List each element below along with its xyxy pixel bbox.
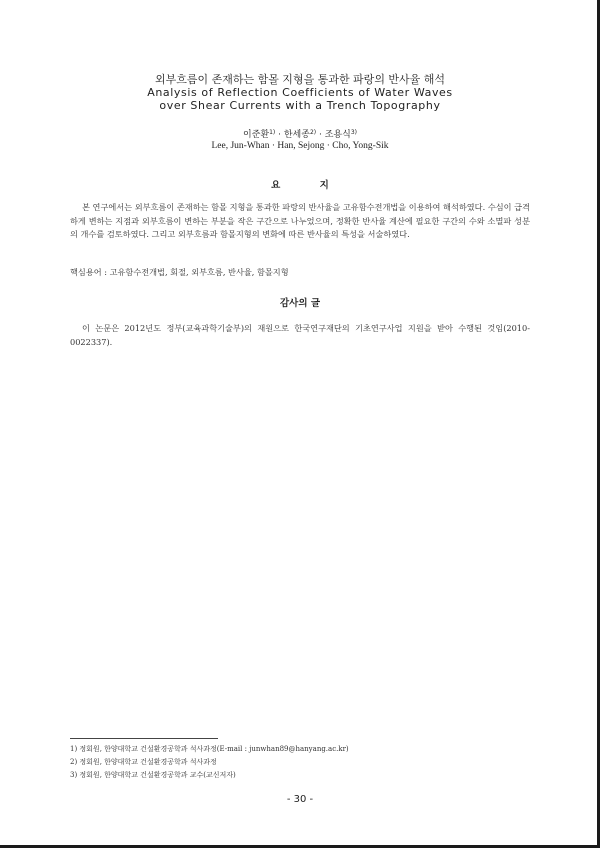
title-korean: 외부흐름이 존재하는 함몰 지형을 통과한 파랑의 반사율 해석 [154, 73, 446, 86]
title-english-line2: over Shear Currents with a Trench Topography [159, 99, 441, 112]
authors-korean [0, 127, 600, 141]
title-english-line1: Analysis of Reflection Coefficients of Water Waves [147, 86, 453, 99]
footnote-divider [70, 738, 218, 739]
author-1-name: 이준환 [243, 130, 270, 140]
authors-english: Lee, Jun-Whan · Han, Sejong · Cho, Yong-Sik [211, 141, 389, 151]
page-number: - 30 - [286, 794, 314, 805]
author-separator: · [275, 130, 284, 140]
keywords: 핵심용어 : 고유함수전개법, 회절, 외부흐름, 반사율, 함몰지형 [70, 267, 289, 277]
footnote-2: 2) 정회원, 한양대학교 건설환경공학과 석사과정 [70, 758, 217, 766]
footnotes [70, 743, 530, 782]
acknowledgement-text: 이 논문은 2012년도 정부(교육과학기술부)의 재원으로 한국연구재단의 기초연구사업 지원을 받아 수행된 것임(2010-0022337). [70, 323, 530, 347]
footnote-3: 3) 정회원, 한양대학교 건설환경공학과 교수(교신저자) [70, 771, 236, 779]
author-3-affiliation-mark: 3) [350, 129, 357, 136]
abstract-heading: 요 지 [271, 180, 347, 191]
author-2-affiliation-mark: 2) [309, 129, 317, 136]
author-2-name: 한세종 [283, 130, 310, 140]
abstract-text: 본 연구에서는 외부흐름이 존재하는 함몰 지형을 통과한 파랑의 반사율을 고유함수전개법을 이용하여 해석하였다. 수심이 급격하게 변하는 지점과 외부흐름이 변하는 부분을 작은 구간으로 나누었으며, 정확한 반사율 계산에 필요한 구간의 수와 소멸파 성분의 개수를 검토하였다. 그리고 외부흐름과 함몰지형의 변화에 따른 반사율의 특성을 서술하였다. [70, 202, 530, 239]
author-3-name: 조용식 [324, 130, 351, 140]
footnote-1: 1) 정회원, 한양대학교 건설환경공학과 석사과정(E-mail : junwhan89@hanyang.ac.kr) [70, 745, 349, 753]
acknowledgement-heading: 감사의 글 [279, 298, 320, 309]
author-separator: · [316, 130, 325, 140]
author-1-affiliation-mark: 1) [269, 129, 276, 136]
